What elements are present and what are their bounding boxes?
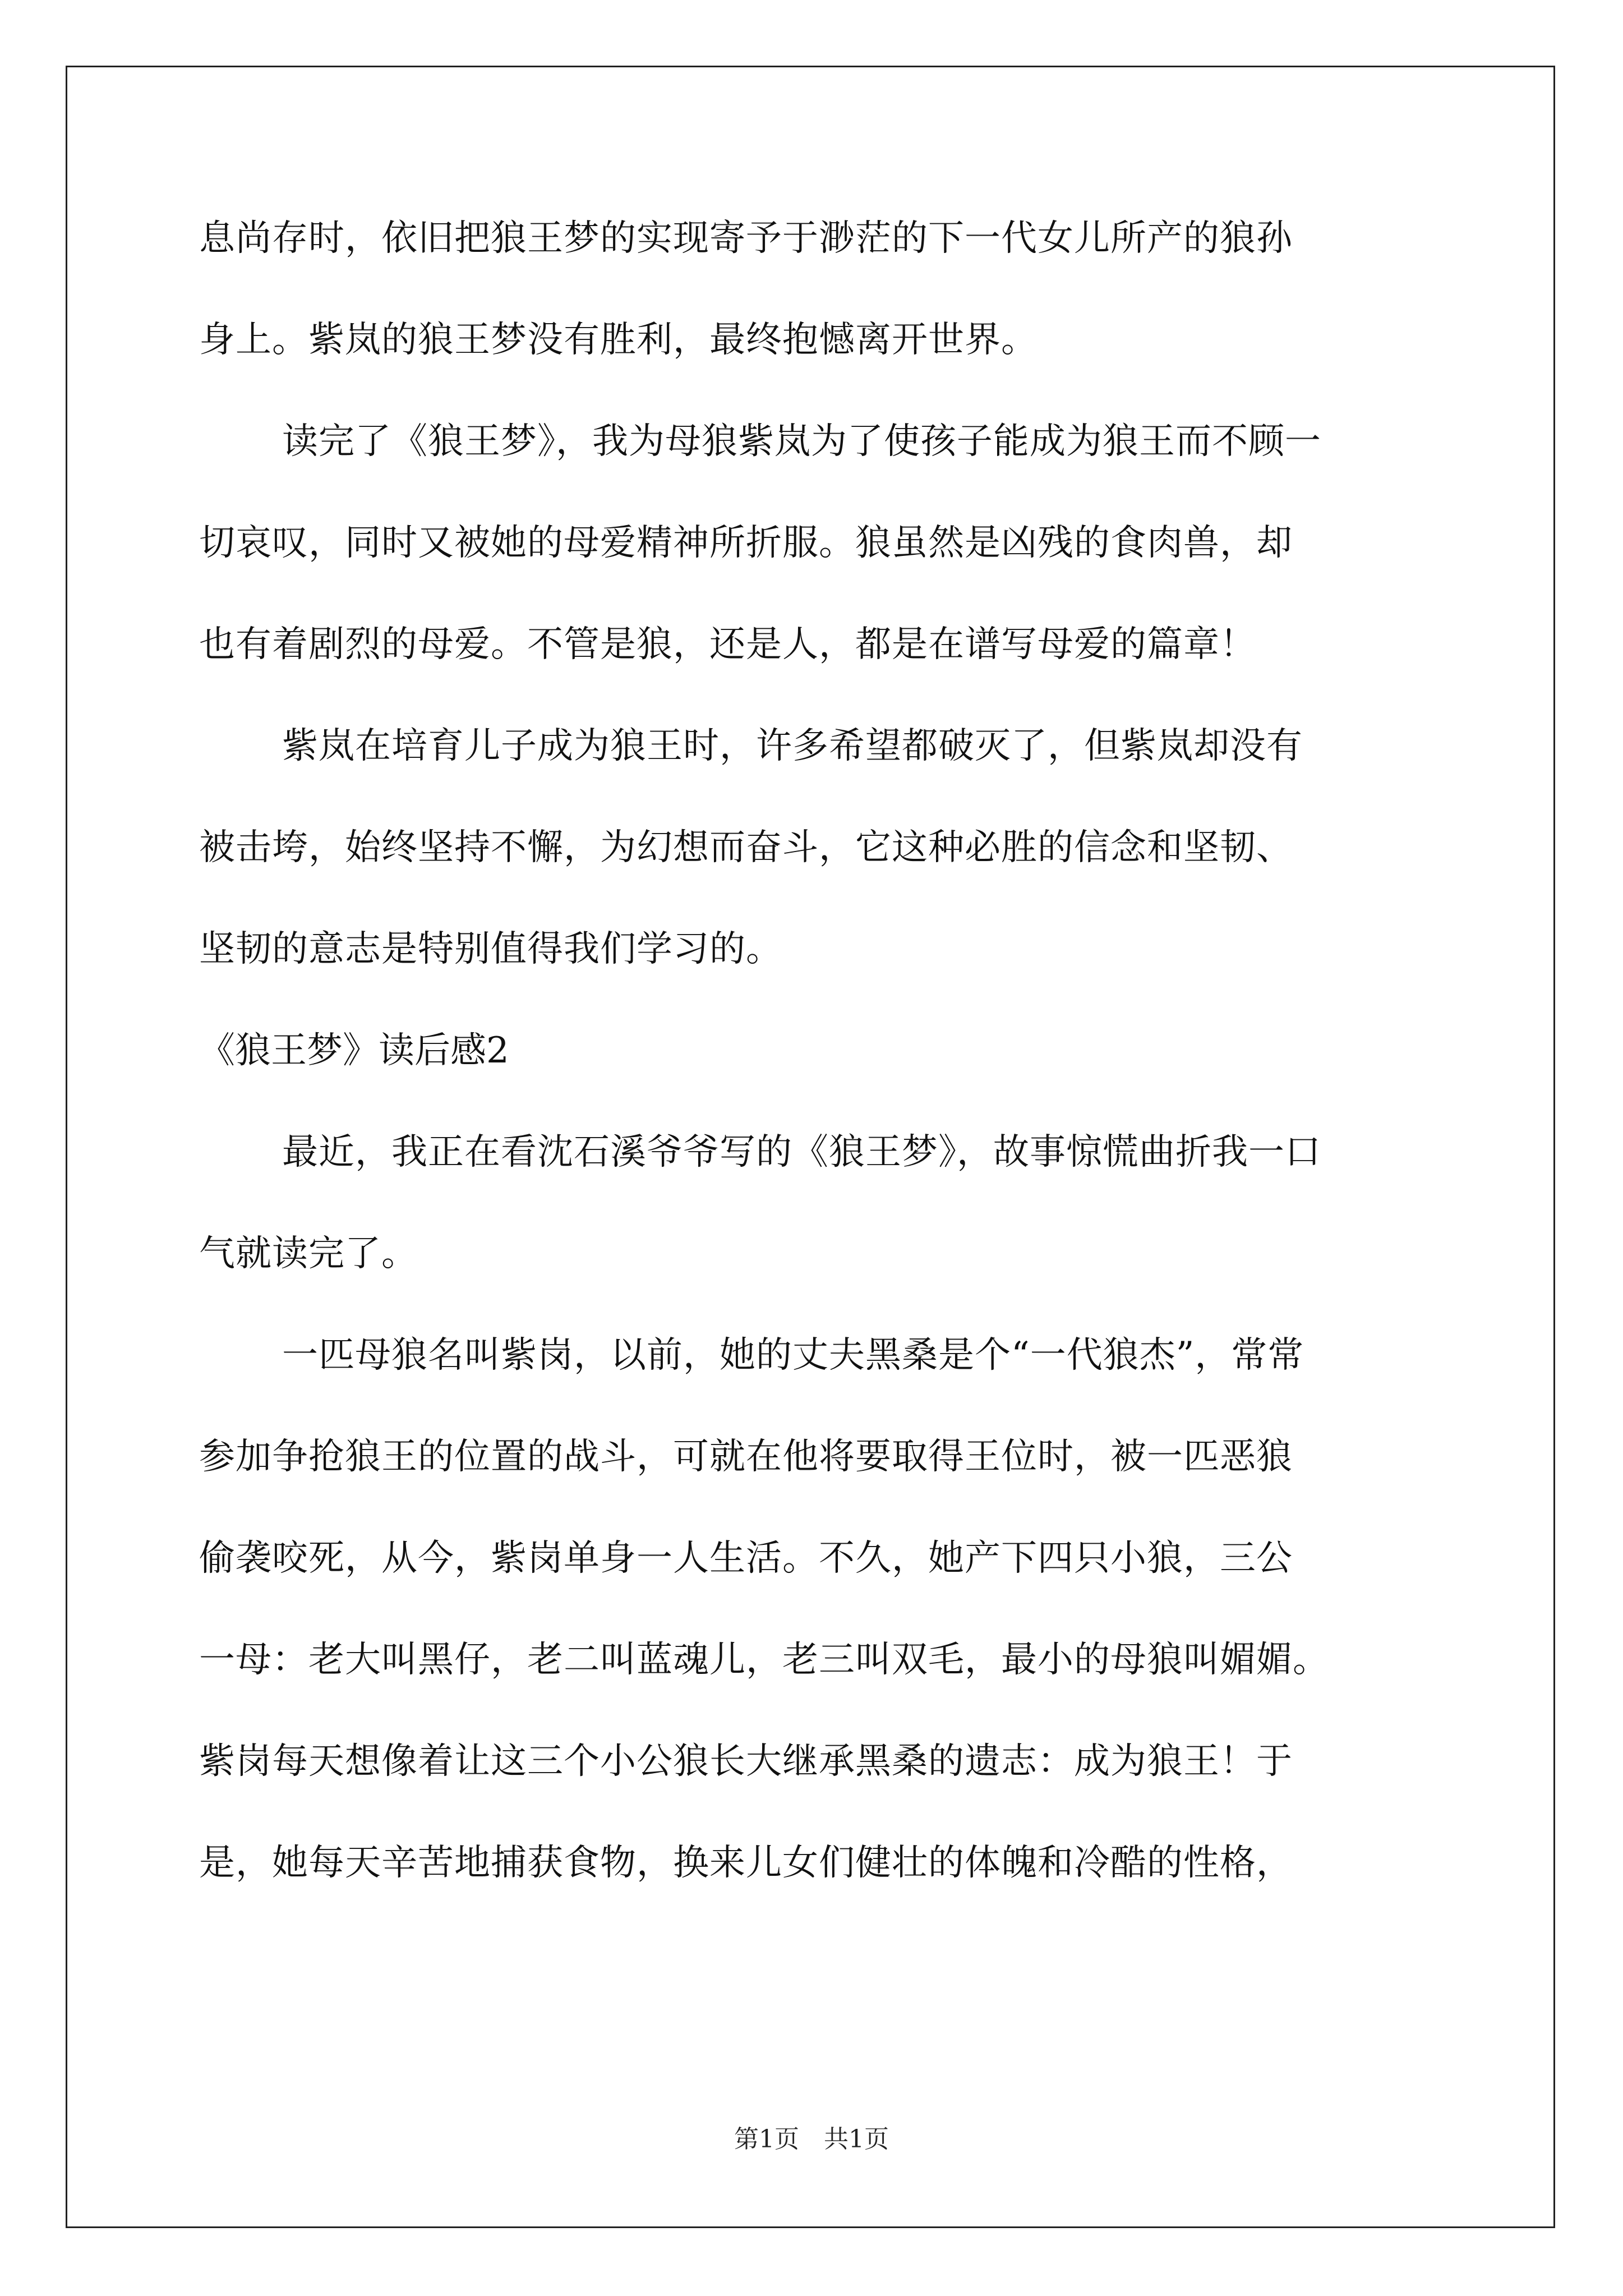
text-line: 坚韧的意志是特别值得我们学习的。	[199, 928, 782, 970]
text-line: 紫岗每天想像着让这三个小公狼长大继承黑桑的遗志：成为狼王！于	[199, 1741, 1293, 1782]
paragraph-first-line: 一匹母狼名叫紫岗，以前，她的丈夫黑桑是个“一代狼杰”，常常	[282, 1335, 1304, 1376]
text-line: 也有着剧烈的母爱。不管是狼，还是人，都是在谱写母爱的篇章！	[199, 624, 1256, 665]
text-line: 参加争抢狼王的位置的战斗，可就在他将要取得王位时，被一匹恶狼	[199, 1436, 1293, 1478]
page-footer: 第1页 共1页	[734, 2125, 889, 2154]
section-heading: 《狼王梦》读后感2	[199, 1030, 509, 1071]
text-line: 身上。紫岚的狼王梦没有胜利，最终抱憾离开世界。	[199, 319, 1038, 361]
text-line: 息尚存时，依旧把狼王梦的实现寄予于渺茫的下一代女儿所产的狼孙	[199, 218, 1293, 259]
text-line: 气就读完了。	[199, 1233, 418, 1274]
text-line: 偷袭咬死，从今，紫岗单身一人生活。不久，她产下四只小狼，三公	[199, 1538, 1293, 1579]
text-line: 一母：老大叫黑仔，老二叫蓝魂儿，老三叫双毛，最小的母狼叫媚媚。	[199, 1639, 1329, 1681]
paragraph-first-line: 最近，我正在看沈石溪爷爷写的《狼王梦》，故事惊慌曲折我一口	[282, 1131, 1321, 1173]
paragraph-first-line: 读完了《狼王梦》，我为母狼紫岚为了使孩子能成为狼王而不顾一	[282, 421, 1321, 462]
text-line: 切哀叹，同时又被她的母爱精神所折服。狼虽然是凶残的食肉兽，却	[199, 522, 1293, 564]
paragraph-first-line: 紫岚在培育儿子成为狼王时，许多希望都破灭了，但紫岚却没有	[282, 725, 1303, 767]
text-line: 被击垮，始终坚持不懈，为幻想而奋斗，它这种必胜的信念和坚韧、	[199, 827, 1293, 868]
text-line: 是，她每天辛苦地捕获食物，换来儿女们健壮的体魄和冷酷的性格，	[199, 1842, 1293, 1884]
document-body	[199, 213, 1438, 1888]
